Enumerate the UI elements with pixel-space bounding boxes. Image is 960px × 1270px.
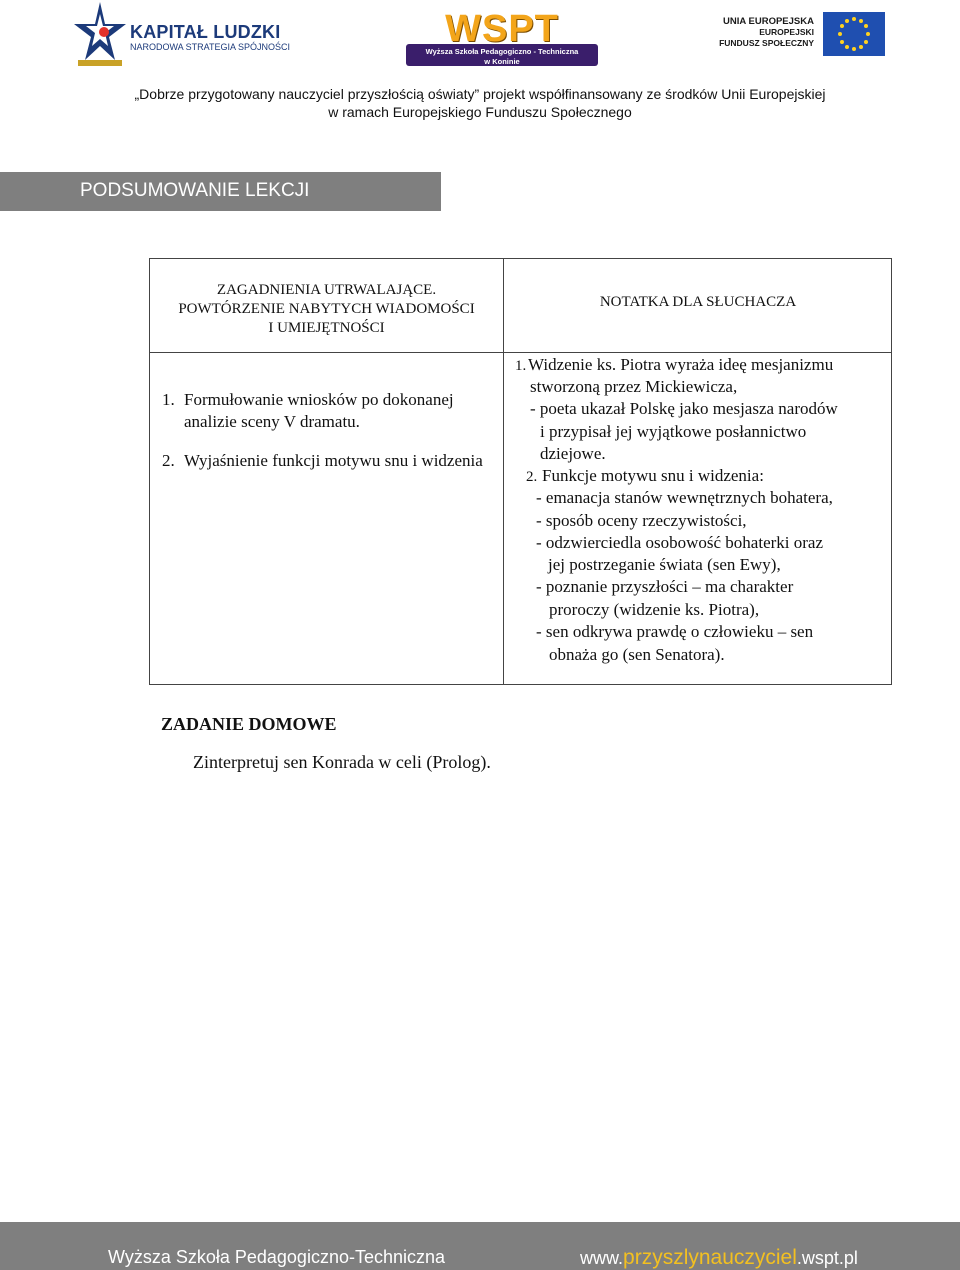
note-line: obnaża go (sen Senatora). <box>549 645 725 664</box>
note-line: stworzoną przez Mickiewicza, <box>530 377 738 396</box>
table-column-divider <box>503 259 504 684</box>
lesson-summary-banner <box>0 172 441 211</box>
note-line: jej postrzeganie świata (sen Ewy), <box>548 555 781 574</box>
kapital-ludzki-title: KAPITAŁ LUDZKI <box>130 22 281 42</box>
note-number: 1. <box>515 358 527 374</box>
table-header-divider <box>150 352 891 353</box>
homework-text: Zinterpretuj sen Konrada w celi (Prolog). <box>193 752 491 772</box>
footer-url-prefix: www. <box>580 1248 624 1268</box>
note-line: i przypisał jej wyjątkowe posłannictwo <box>540 422 807 441</box>
kapital-ludzki-subtitle: NARODOWA STRATEGIA SPÓJNOŚCI <box>130 42 291 52</box>
eu-logo-text <box>719 16 814 49</box>
note-line: - emanacja stanów wewnętrznych bohatera, <box>536 488 833 507</box>
footer-url-highlight: przyszlynauczyciel <box>623 1246 797 1269</box>
left-header-line: POWTÓRZENIE NABYTYCH WIADOMOŚCI <box>178 301 475 317</box>
note-line: dziejowe. <box>540 444 606 463</box>
eu-flag-icon <box>823 12 885 56</box>
note-line: - sen odkrywa prawdę o człowieku – sen <box>536 622 814 641</box>
note-line: - poznanie przyszłości – ma charakter <box>536 577 794 596</box>
note-line: - sposób oceny rzeczywistości, <box>536 511 747 530</box>
wspt-logo-line1: Wyższa Szkoła Pedagogiczno - Techniczna <box>425 47 579 56</box>
right-column-header: NOTATKA DLA SŁUCHACZA <box>599 294 797 310</box>
wspt-logo <box>388 8 616 66</box>
lesson-summary-title: PODSUMOWANIE LEKCJI <box>80 180 310 201</box>
note-number: 2. <box>526 469 538 485</box>
left-header-line: ZAGADNIENIA UTRWALAJĄCE. <box>216 282 437 298</box>
project-description-line1: „Dobrze przygotowany nauczyciel przyszłością oświaty” projekt współfinansowany ze środków Unii Europejskiej <box>134 86 826 102</box>
eu-logo-line3: FUNDUSZ SPOŁECZNY <box>719 38 814 48</box>
wspt-logo-title: WSPT <box>445 8 559 50</box>
topic-number: 2. <box>162 451 175 470</box>
topic-text: Wyjaśnienie funkcji motywu snu i widzenia <box>184 451 483 470</box>
homework-title: ZADANIE DOMOWE <box>161 714 337 734</box>
footer-website-link[interactable] <box>580 1246 858 1270</box>
kapital-ludzki-star-icon <box>74 2 126 68</box>
note-line: Widzenie ks. Piotra wyraża ideę mesjanizmu <box>528 355 834 374</box>
wspt-logo-line2: w Koninie <box>484 57 520 66</box>
project-description-line2: w ramach Europejskiego Funduszu Społecznego <box>328 104 632 120</box>
page-footer <box>0 1222 960 1270</box>
eu-logo <box>719 12 888 58</box>
note-line: - odzwierciedla osobowość bohaterki oraz <box>536 533 823 552</box>
footer-url-suffix: .wspt.pl <box>796 1248 858 1268</box>
left-header-line: I UMIEJĘTNOŚCI <box>268 320 385 336</box>
left-column-header <box>150 281 503 338</box>
note-line: proroczy (widzenie ks. Piotra), <box>549 600 760 619</box>
kapital-ludzki-logo <box>74 2 304 68</box>
note-line: Funkcje motywu snu i widzenia: <box>542 466 764 485</box>
topic-number: 1. <box>162 390 175 409</box>
eu-logo-title: UNIA EUROPEJSKA <box>723 16 814 27</box>
eu-logo-line2: EUROPEJSKI <box>759 27 814 37</box>
footer-school-name: Wyższa Szkoła Pedagogiczno-Techniczna <box>108 1247 446 1267</box>
note-line: - poeta ukazał Polskę jako mesjasza narodów <box>530 399 838 418</box>
topic-text: Formułowanie wniosków po dokonanej analizie sceny V dramatu. <box>184 390 454 431</box>
summary-table <box>149 258 892 685</box>
